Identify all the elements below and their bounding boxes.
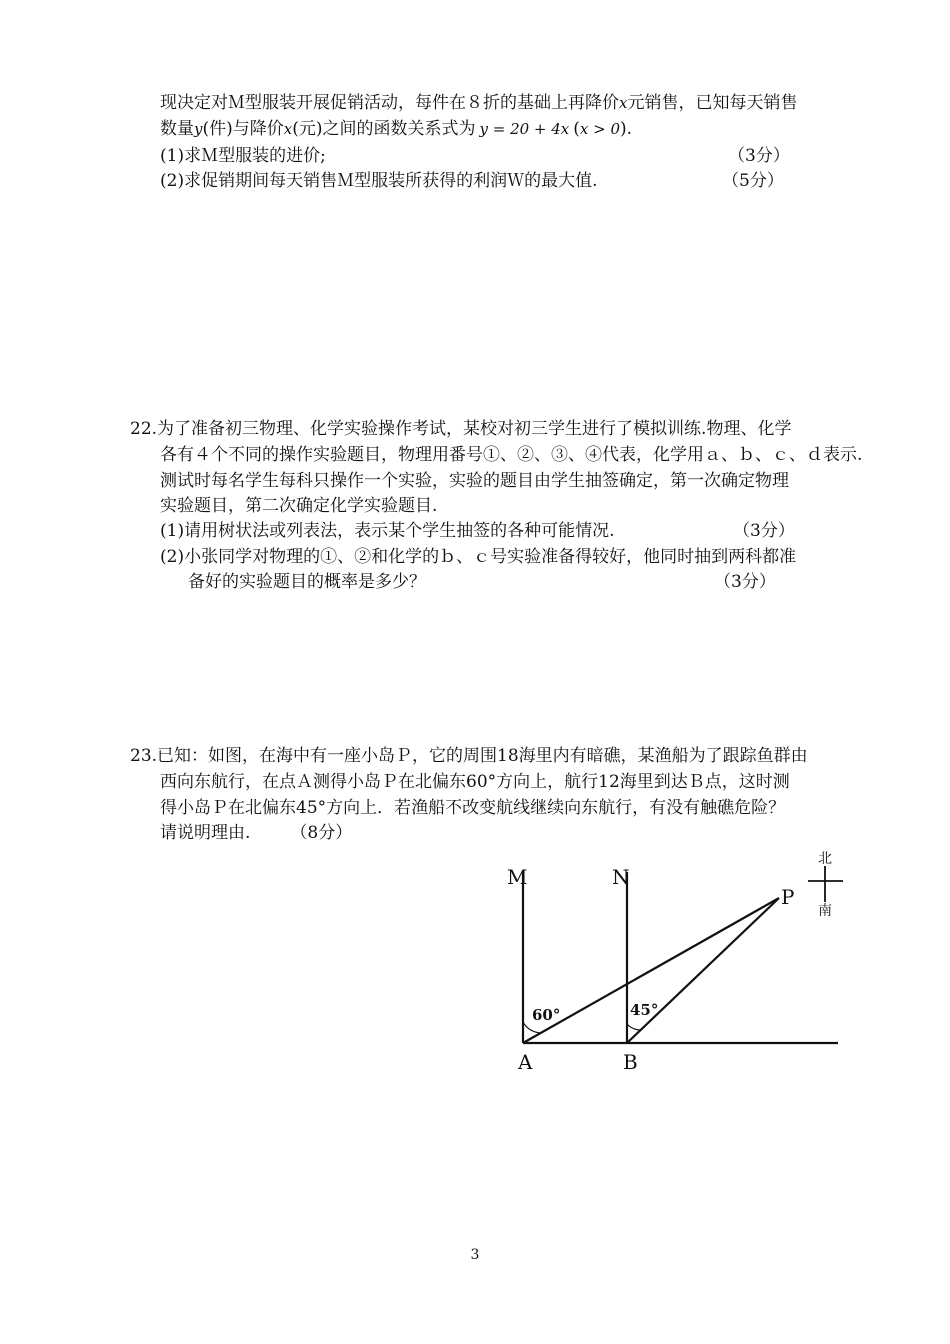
q22-line-2: 各有４个不同的操作实验题目，物理用番号①、②、③、④代表，化学用ａ、ｂ、ｃ、ｄ表示.	[160, 445, 863, 465]
label-P: P	[781, 885, 795, 909]
q23-points: （8分）	[290, 823, 353, 843]
label-B: B	[623, 1050, 638, 1074]
compass-south: 南	[818, 903, 832, 919]
q21-part-1: (1)求Ｍ型服装的进价;	[160, 146, 326, 166]
angle-arc-B	[627, 1024, 640, 1030]
q21-text: (元)之间的函数关系式为	[292, 119, 476, 139]
label-N: N	[612, 865, 630, 889]
q22-line-4: 实验题目，第二次确定化学实验题目.	[160, 496, 438, 516]
q23-line-3: 得小岛Ｐ在北偏东45°方向上．若渔船不改变航线继续向东航行，有没有触礁危险？	[160, 798, 786, 818]
q21-part-2-points: （5分）	[722, 171, 784, 191]
q23-line-1: 23.已知：如图，在海中有一座小岛Ｐ，它的周围18海里内有暗礁，某渔船为了跟踪鱼群由	[130, 746, 808, 766]
q23-line-2: 西向东航行，在点Ａ测得小岛Ｐ在北偏东60°方向上，航行12海里到达Ｂ点，这时测	[160, 772, 790, 792]
angle-label-A: 60°	[532, 1006, 561, 1024]
variable-x: x	[283, 120, 293, 138]
domain-condition: x > 0	[579, 120, 621, 138]
q23-text: 请说明理由.	[160, 823, 251, 843]
compass-north: 北	[818, 851, 832, 867]
paren: (	[573, 119, 580, 139]
page-number: 3	[470, 1247, 480, 1263]
label-A: A	[518, 1050, 533, 1074]
q22-part-2-points: （3分）	[714, 572, 776, 592]
q22-part-1: (1)请用树状法或列表法，表示某个学生抽签的各种可能情况.	[160, 521, 615, 541]
q22-part-1-points: （3分）	[733, 521, 795, 541]
q22-line-3: 测试时每名学生每科只操作一个实验，实验的题目由学生抽签确定，第一次确定物理	[160, 471, 789, 491]
q22-line-1: 22.为了准备初三物理、化学实验操作考试，某校对初三学生进行了模拟训练.物理、化学	[130, 419, 792, 439]
q21-text: (件)与降价	[202, 119, 284, 139]
q21-text: 数量	[160, 119, 194, 139]
q21-text: 元销售，已知每天销售	[627, 93, 798, 113]
q21-text: 现决定对Ｍ型服装开展促销活动，每件在８折的基础上再降价	[160, 93, 619, 113]
function-formula: y = 20 + 4x	[479, 120, 570, 138]
variable-x: x	[619, 94, 628, 112]
paren: ).	[620, 119, 633, 139]
q21-part-2: (2)求促销期间每天销售Ｍ型服装所获得的利润Ｗ的最大值.	[160, 171, 598, 191]
q22-part-2-line-2: 备好的实验题目的概率是多少？	[188, 572, 426, 592]
angle-label-B: 45°	[630, 1001, 659, 1019]
label-M: M	[507, 865, 528, 889]
variable-y: y	[194, 120, 203, 138]
q21-part-1-points: （3分）	[728, 146, 790, 166]
q22-part-2-line-1: (2)小张同学对物理的①、②和化学的ｂ、ｃ号实验准备得较好，他同时抽到两科都准	[160, 547, 797, 567]
